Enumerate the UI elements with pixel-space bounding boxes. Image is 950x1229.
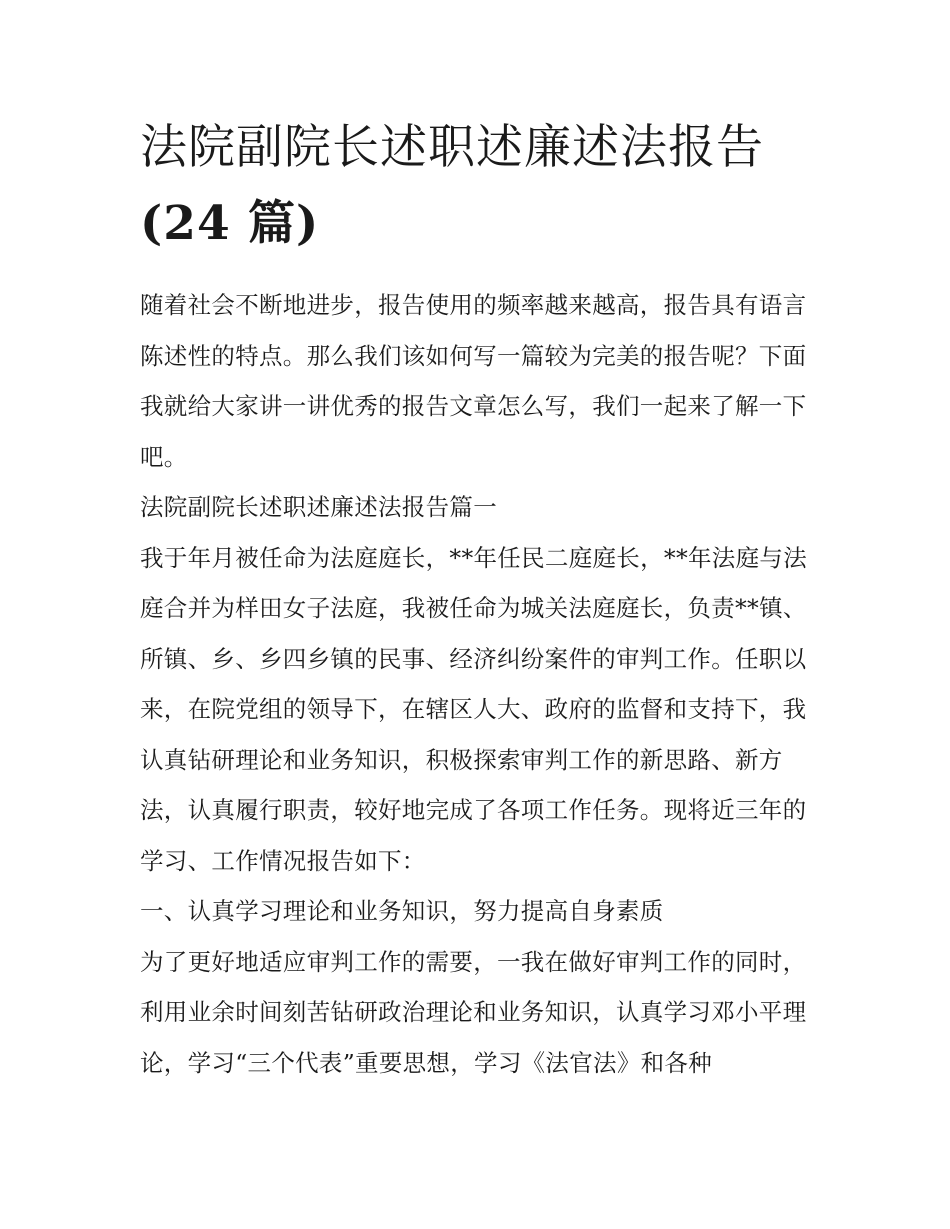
document-title	[140, 110, 820, 262]
title-line-1: 法院副院长述职述廉述法报告	[140, 120, 764, 175]
intro-paragraph: 随着社会不断地进步，报告使用的频率越来越高，报告具有语言陈述性的特点。那么我们该如何写一篇较为完美的报告呢？下面我就给大家讲一讲优秀的报告文章怎么写，我们一起来了解一下吧。	[140, 291, 807, 471]
subsection-heading: 一、认真学习理论和业务知识，努力提高自身素质	[140, 897, 664, 925]
body-paragraph: 为了更好地适应审判工作的需要，一我在做好审判工作的同时，利用业余时间刻苦钻研政治理论和业务知识，认真学习邓小平理论，学习“三个代表”重要思想，学习《法官法》和各种	[140, 947, 807, 1077]
body-paragraph: 我于年月被任命为法庭庭长，**年任民二庭庭长，**年法庭与法庭合并为样田女子法庭，我被任命为城关法庭庭长，负责**镇、所镇、乡、乡四乡镇的民事、经济纠纷案件的审判工作。任职以来，在院党组的领导下，在辖区人大、政府的监督和支持下，我认真钻研理论和业务知识，积极探索审判工作的新思路、新方法，认真履行职责，较好地完成了各项工作任务。现将近三年的学习、工作情况报告如下：	[140, 543, 807, 875]
title-line-2: (24 篇)	[140, 196, 320, 251]
document-page	[140, 110, 820, 1088]
section-heading: 法院副院长述职述廉述法报告篇一	[140, 493, 497, 521]
document-body	[140, 280, 820, 1088]
